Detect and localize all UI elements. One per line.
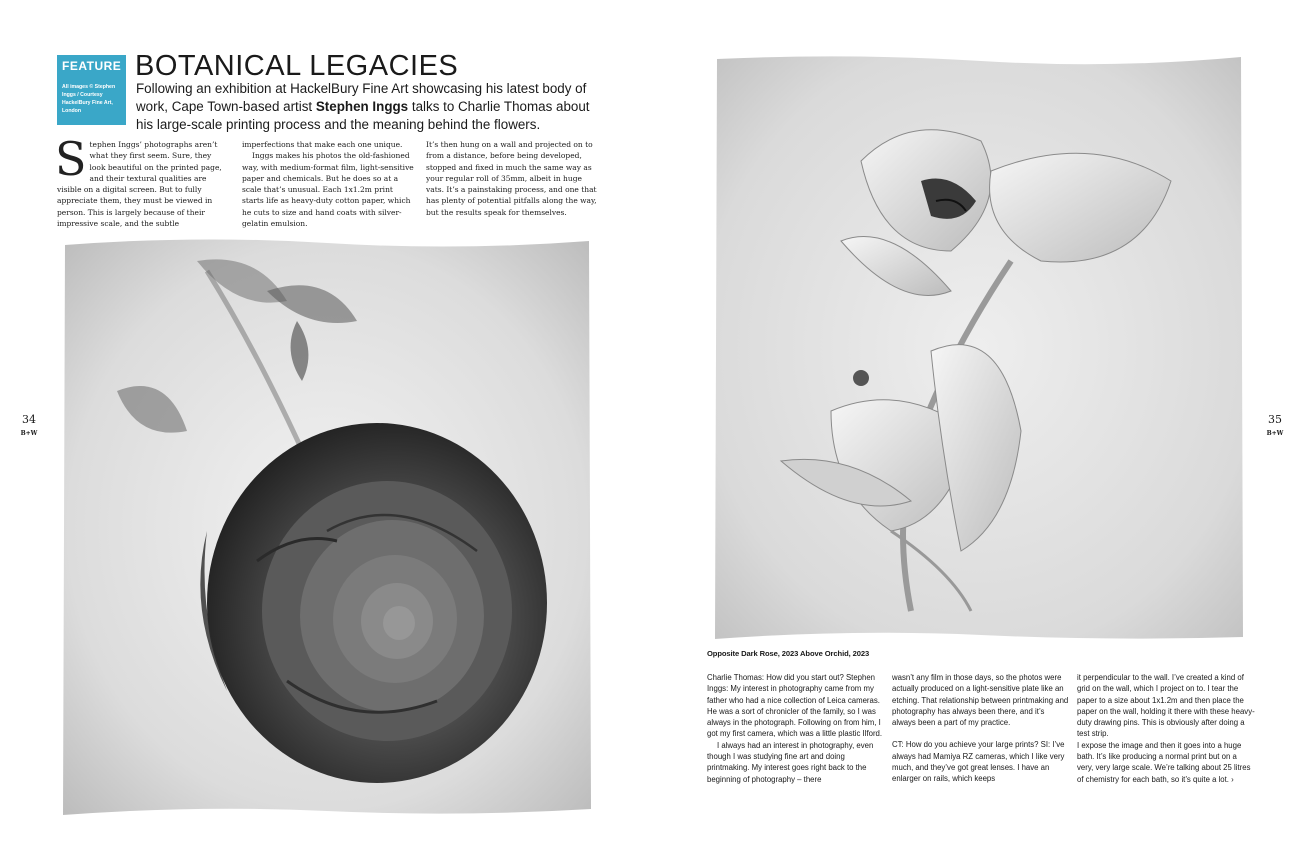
interview-text-3a: it perpendicular to the wall. I’ve created a kind of grid on the wall, which I project on to. I tear the paper to a size about 1x1.2m and then place the paper on the wall, holding it there with these heavy-duty drawing pins. This is obviously after doing a test strip. [1077, 673, 1255, 739]
interview-text-1b: I always had an interest in photography, even though I was studying fine art and doing printmaking. My interest goes right back to the beginning of photography – there [707, 740, 874, 784]
interview-text-3b-body: I expose the image and then it goes into a huge bath. It’s like producing a normal print but on a very, very large scale. We’re talking about 25 litres of chemistry for each bath, so it’s quite a lot. [1077, 740, 1251, 784]
page-number-left [16, 414, 42, 439]
magazine-brand: B+W [1266, 430, 1284, 437]
artist-name: Stephen Inggs [315, 99, 409, 114]
intro-text-2a: imperfections that make each one unique. [242, 140, 403, 149]
interview-column-2 [892, 672, 1070, 785]
intro-column-2 [242, 139, 414, 229]
intro-text-3: It’s then hung on a wall and projected on to from a distance, before being developed, stopped and fixed in much the same way as your regular roll of 35mm, albeit in huge vats. It’s a painstaking process, and one that has plenty of potential pitfalls along the way, but the results speak for themselves. [426, 140, 597, 217]
interview-text-2a: wasn’t any film in those days, so the photos were actually produced on a light-sensitive plate like an etching. That relationship between printmaking and photography has always been there, and it’s always been a part of my practice. [892, 673, 1069, 728]
page-number-right [1262, 414, 1288, 439]
orchid-image [711, 51, 1248, 643]
orchid-photo [711, 51, 1248, 643]
intro-column-1 [55, 132, 229, 229]
interview-text-1a: Charlie Thomas: How did you start out? Stephen Inggs: My interest in photography came from my father who had a nice collection of Leica cameras. He was a sort of chronicler of the family, so I was always in the photograph. Following on from him, I got my first camera, which was a little plastic Ilford. [707, 673, 883, 739]
interview-column-1 [707, 672, 885, 785]
intro-text-1: tephen Inggs’ photographs aren’t what they first seem. Sure, they look beautiful on the printed page, and their textural qualities are visible on a digital screen. But to fully appreciate them, they must be viewed in person. This is largely because of their impressive scale, and the subtle [57, 140, 222, 229]
interview-text-2b: CT: How do you achieve your large prints? SI: I’ve always had Mamiya RZ cameras, which I like very much, and they’ve got great lenses. I have an enlarger on rails, which keeps [892, 740, 1065, 784]
drop-cap: S [55, 132, 87, 186]
article-title: BOTANICAL LEGACIES [135, 50, 459, 82]
feature-tag [57, 55, 126, 125]
dark-rose-photo [57, 231, 597, 822]
feature-label: FEATURE [62, 59, 122, 73]
rose-image [57, 231, 597, 822]
intro-paragraph-1 [55, 132, 229, 229]
page-number: 35 [1268, 413, 1282, 426]
image-credit: All images © Stephen Inggs / Courtesy HackelBury Fine Art, London [62, 84, 116, 114]
magazine-brand: B+W [20, 430, 38, 437]
intro-text-2b: Inggs makes his photos the old-fashioned way, with medium-format film, light-sensitive paper and chemicals. But he does so at a scale that’s unusual. Each 1x1.2m print starts life as heavy-duty cotton paper, which he cuts to size and hand coats with silver-gelatin emulsion. [242, 151, 414, 229]
interview-text-3b [1077, 740, 1255, 785]
standfirst-before: Following an exhibition at HackelBury Fine Art showcasing his latest body of work, Cape Town-based artist [136, 81, 587, 114]
photo-caption: Opposite Dark Rose, 2023 Above Orchid, 2023 [707, 649, 870, 658]
standfirst-after: talks to Charlie Thomas about his large-scale printing process and the meaning behind the flowers. [136, 99, 590, 132]
standfirst [136, 80, 596, 134]
continue-marker: › [1231, 774, 1234, 784]
interview-column-3 [1077, 672, 1255, 785]
intro-column-3 [426, 139, 598, 218]
page-number: 34 [22, 413, 36, 426]
